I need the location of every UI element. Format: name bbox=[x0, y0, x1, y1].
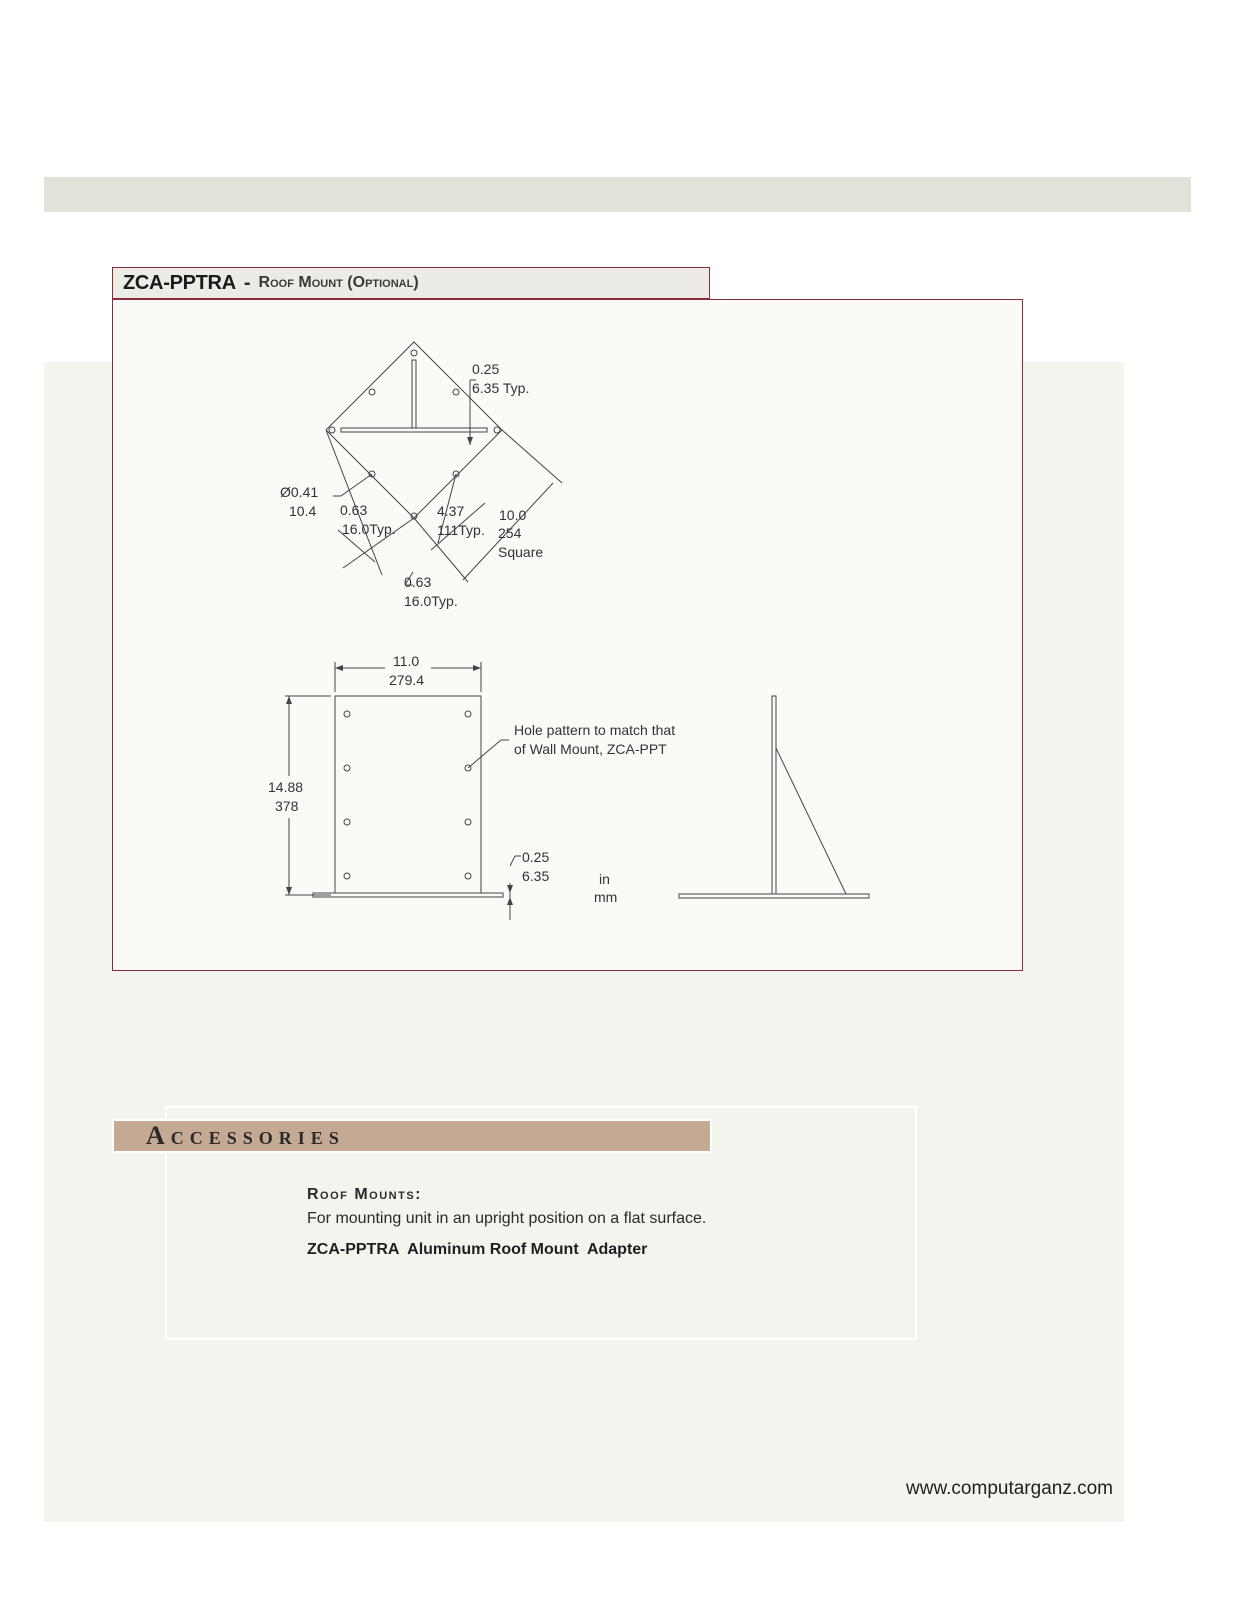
hole bbox=[344, 711, 350, 717]
dim-label: 4.37 bbox=[437, 503, 465, 519]
dim-arrow bbox=[507, 885, 513, 893]
dim-arrow bbox=[286, 696, 292, 704]
units-label: in bbox=[599, 871, 610, 887]
dim-label: 0.25 bbox=[522, 849, 550, 865]
side-view-gusset bbox=[776, 748, 846, 894]
note-text: Hole pattern to match that bbox=[514, 722, 676, 738]
hole bbox=[465, 711, 471, 717]
accessories-title: ACCESSORIES bbox=[146, 1121, 345, 1150]
dim-arrow bbox=[335, 665, 343, 671]
title-description: Roof Mount (Optional) bbox=[258, 274, 419, 291]
dim-arrow bbox=[286, 887, 292, 895]
section-title-tab bbox=[112, 267, 710, 299]
dim-label: 16.0Typ. bbox=[404, 593, 458, 609]
roof-mounts-heading: Roof Mounts: bbox=[307, 1186, 422, 1203]
accessories-header bbox=[112, 1119, 712, 1153]
roof-mounts-description: For mounting unit in an upright position on a flat surface. bbox=[307, 1210, 707, 1227]
dim-label: 254 bbox=[498, 525, 522, 541]
hole bbox=[465, 819, 471, 825]
technical-drawing bbox=[112, 299, 1023, 971]
hole bbox=[465, 873, 471, 879]
footer-url[interactable]: www.computarganz.com bbox=[906, 1478, 1113, 1499]
dim-arrow bbox=[473, 665, 481, 671]
note-text: of Wall Mount, ZCA-PPT bbox=[514, 741, 667, 757]
dim-label: 111Typ. bbox=[437, 522, 485, 538]
hole bbox=[344, 765, 350, 771]
hole bbox=[369, 389, 375, 395]
dim-label: 10.0 bbox=[499, 507, 527, 523]
dim-label: 6.35 Typ. bbox=[472, 380, 530, 396]
dim-label: 6.35 bbox=[522, 868, 550, 884]
dim-label: 14.88 bbox=[268, 779, 304, 795]
dim-label: 16.0Typ. bbox=[342, 521, 396, 537]
units-label: mm bbox=[594, 889, 618, 905]
dim-line bbox=[502, 430, 562, 483]
dim-label: Ø0.41 bbox=[280, 484, 319, 500]
top-band bbox=[44, 177, 1191, 212]
dim-leader bbox=[341, 474, 372, 496]
front-view-plate bbox=[335, 696, 481, 893]
roof-mount-product: ZCA-PPTRA Aluminum Roof Mount Adapter bbox=[307, 1241, 648, 1258]
title-model: ZCA-PPTRA bbox=[123, 271, 236, 294]
drawing-canvas bbox=[113, 300, 1024, 972]
hole bbox=[329, 427, 335, 433]
dim-label: 279.4 bbox=[389, 672, 425, 688]
dim-label: Square bbox=[498, 544, 544, 560]
top-view-bracket-horizontal bbox=[341, 428, 487, 432]
dim-line bbox=[510, 856, 515, 866]
dim-arrow bbox=[467, 437, 473, 445]
dim-label: 10.4 bbox=[289, 503, 317, 519]
hole bbox=[494, 427, 500, 433]
dim-label: 0.25 bbox=[472, 361, 500, 377]
dim-label: 11.0 bbox=[393, 653, 420, 669]
dim-label: 0.63 bbox=[404, 574, 432, 590]
side-view-base bbox=[679, 894, 869, 898]
hole bbox=[344, 873, 350, 879]
front-view-base bbox=[313, 893, 503, 897]
dim-label: 0.63 bbox=[340, 502, 368, 518]
dim-arrow bbox=[507, 897, 513, 905]
dim-label: 378 bbox=[275, 798, 299, 814]
note-leader bbox=[468, 740, 501, 768]
title-separator: - bbox=[243, 271, 251, 294]
hole bbox=[344, 819, 350, 825]
top-view-bracket-vertical bbox=[412, 360, 416, 428]
hole bbox=[411, 350, 417, 356]
hole bbox=[453, 389, 459, 395]
side-view-plate bbox=[772, 696, 776, 894]
